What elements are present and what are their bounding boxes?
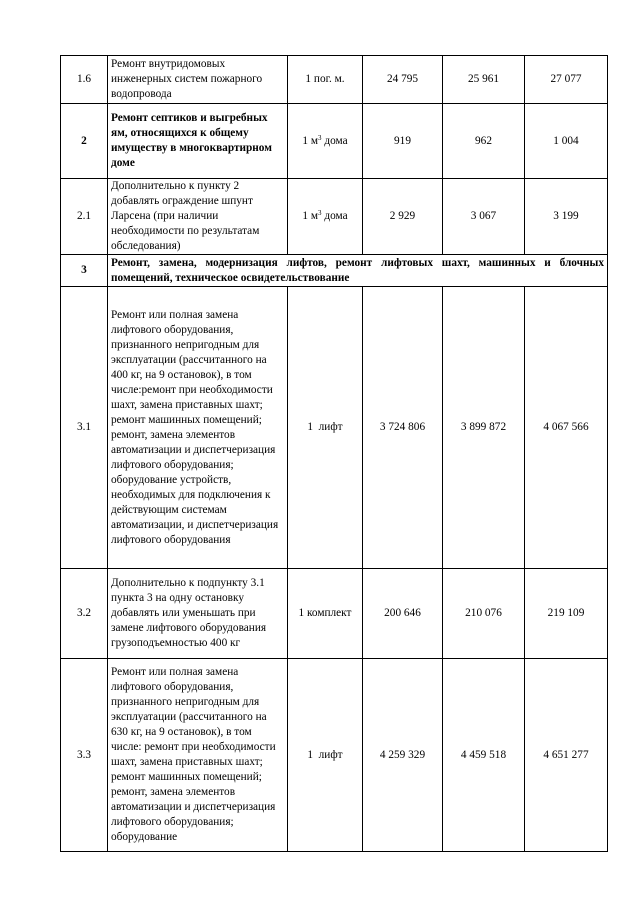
row-description: Ремонт септиков и выгребных ям, относящихся к общему имуществу в многоквартирном доме [108, 104, 288, 179]
row-value-1: 200 646 [363, 569, 443, 659]
row-unit: 1 $м^3$ дома [288, 104, 363, 179]
section-number: 3 [61, 255, 108, 287]
row-value-2: 4 459 518 [443, 659, 525, 852]
row-value-2: 3 899 872 [443, 287, 525, 569]
row-number: 2 [61, 104, 108, 179]
row-description: Дополнительно к подпункту 3.1 пункта 3 на одну остановку добавлять или уменьшать при замене лифтового оборудования грузоподъемностью 400 кг [108, 569, 288, 659]
row-value-1: 4 259 329 [363, 659, 443, 852]
rates-table [60, 55, 608, 852]
row-value-3: 4 651 277 [525, 659, 608, 852]
row-value-2: 25 961 [443, 56, 525, 104]
table-row [61, 56, 608, 104]
table-row [61, 104, 608, 179]
row-number: 2.1 [61, 179, 108, 255]
row-number: 1.6 [61, 56, 108, 104]
table-row [61, 569, 608, 659]
row-description: Дополнительно к пункту 2 добавлять ограждение шпунт Ларсена (при наличии необходимости по результатам обследования) [108, 179, 288, 255]
row-value-2: 962 [443, 104, 525, 179]
row-value-2: 3 067 [443, 179, 525, 255]
row-value-1: 3 724 806 [363, 287, 443, 569]
row-unit: 1 пог. м. [288, 56, 363, 104]
row-value-1: 2 929 [363, 179, 443, 255]
row-description: Ремонт или полная замена лифтового оборудования, признанного непригодным для эксплуатации (рассчитанного на 630 кг, на 9 остановок), в том числе: ремонт при необходимости шахт, замена приставных шахт; ремонт машинных помещений; ремонт, замена элементов автоматизации и диспетчеризация лифтового оборудования; оборудование [108, 659, 288, 852]
row-value-3: 27 077 [525, 56, 608, 104]
row-description: Ремонт или полная замена лифтового оборудования, признанного непригодным для эксплуатации (рассчитанного на 400 кг, на 9 остановок), в том числе:ремонт при необходимости шахт, замена приставных шахт; ремонт машинных помещений; ремонт, замена элементов автоматизации и диспетчеризация лифтового оборудования; оборудование устройств, необходимых для подключения к действующим системам автоматизации, и диспетчеризация лифтового оборудования [108, 287, 288, 569]
table-row [61, 287, 608, 569]
row-number: 3.3 [61, 659, 108, 852]
row-number: 3.2 [61, 569, 108, 659]
row-unit: 1 лифт [288, 659, 363, 852]
row-unit: 1 комплект [288, 569, 363, 659]
section-row [61, 255, 608, 287]
row-value-3: 3 199 [525, 179, 608, 255]
row-value-3: 4 067 566 [525, 287, 608, 569]
row-value-1: 919 [363, 104, 443, 179]
row-unit: 1 лифт [288, 287, 363, 569]
section-title: Ремонт, замена, модернизация лифтов, ремонт лифтовых шахт, машинных и блочных помещений, техническое освидетельствование [108, 255, 608, 287]
row-value-2: 210 076 [443, 569, 525, 659]
row-unit: 1 $м^3$ дома [288, 179, 363, 255]
row-value-3: 1 004 [525, 104, 608, 179]
row-value-1: 24 795 [363, 56, 443, 104]
row-number: 3.1 [61, 287, 108, 569]
row-value-3: 219 109 [525, 569, 608, 659]
table-row [61, 179, 608, 255]
row-description: Ремонт внутридомовых инженерных систем пожарного водопровода [108, 56, 288, 104]
table-row [61, 659, 608, 852]
